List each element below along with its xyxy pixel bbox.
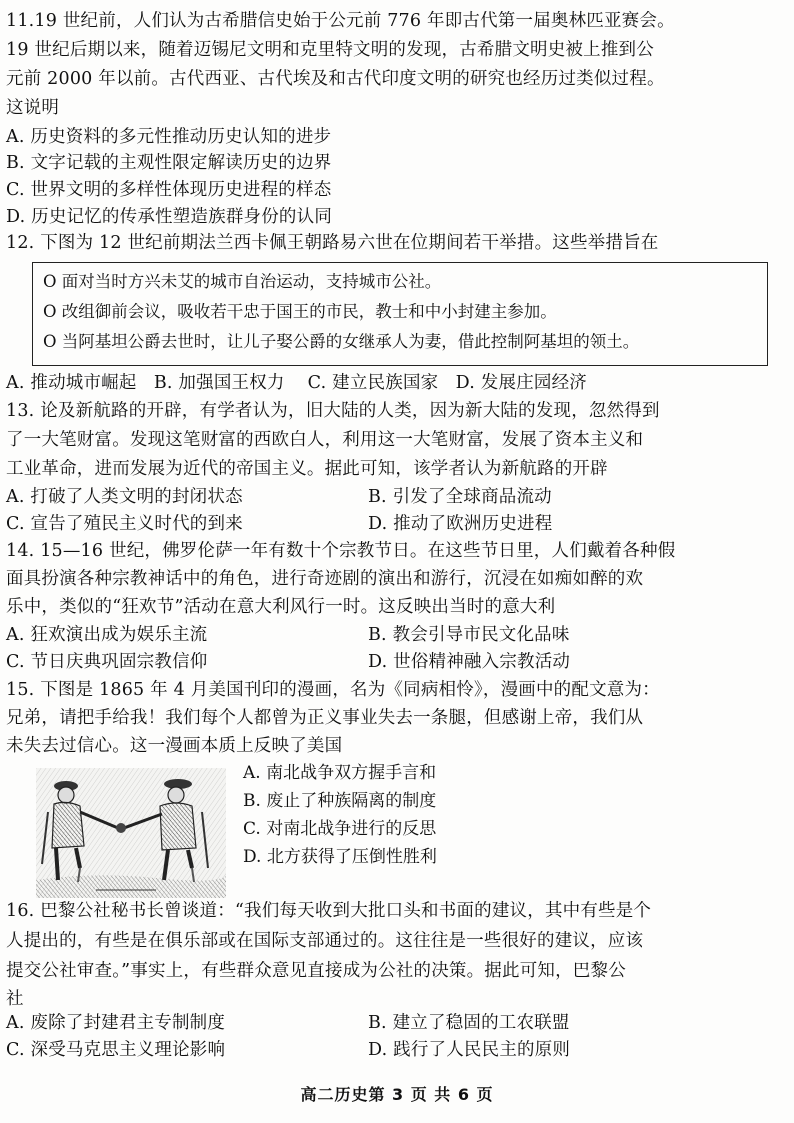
q16-stem-line-2: 人提出的，有些是在俱乐部或在国际支部通过的。这往往是一些很好的建议，应该 [6, 931, 644, 951]
q16-stem-line-1: 16. 巴黎公社秘书长曾谈道：“我们每天收到大批口头和书面的建议，其中有些是个 [6, 901, 652, 921]
q14-option-a: A. 狂欢演出成为娱乐主流 [6, 625, 208, 645]
q14-options-row-1 [6, 622, 786, 648]
q15-stem-line-3: 未失去过信心。这一漫画本质上反映了美国 [6, 736, 343, 756]
q13-options-row-1 [6, 484, 786, 510]
q12-measure-1: O 面对当时方兴未艾的城市自治运动，支持城市公社。 [43, 272, 442, 291]
q11-option-a: A. 历史资料的多元性推动历史认知的进步 [6, 127, 332, 147]
q16-option-d: D. 践行了人民民主的原则 [368, 1040, 571, 1060]
q15-option-d: D. 北方获得了压倒性胜利 [243, 847, 437, 867]
q15-stem-line-1: 15. 下图是 1865 年 4 月美国刊印的漫画，名为《同病相怜》，漫画中的配文意为： [6, 680, 660, 700]
q15-option-b: B. 废止了种族隔离的制度 [243, 791, 437, 811]
q13-option-b: B. 引发了全球商品流动 [368, 487, 552, 507]
q13-option-d: D. 推动了欧洲历史进程 [368, 514, 553, 534]
q13-option-a: A. 打破了人类文明的封闭状态 [6, 487, 243, 507]
q11-stem-line-2: 19 世纪后期以来，随着迈锡尼文明和克里特文明的发现，古希腊文明史被上推到公 [6, 40, 654, 60]
q16-stem-line-3: 提交公社审查。”事实上，有些群众意见直接成为公社的决策。据此可知，巴黎公 [6, 961, 626, 981]
q12-measure-3: O 当阿基坦公爵去世时，让儿子娶公爵的女继承人为妻，借此控制阿基坦的领土。 [43, 332, 640, 351]
q11-option-c: C. 世界文明的多样性体现历史进程的样态 [6, 180, 332, 200]
q11-option-d: D. 历史记忆的传承性塑造族群身份的认同 [6, 207, 333, 227]
q13-stem-line-1: 13. 论及新航路的开辟，有学者认为，旧大陆的人类，因为新大陆的发现，忽然得到 [6, 401, 660, 421]
q14-option-c: C. 节日庆典巩固宗教信仰 [6, 652, 208, 672]
q16-options-row-1 [6, 1010, 786, 1036]
q16-option-a: A. 废除了封建君主专制制度 [6, 1013, 226, 1033]
q12-measures-box [32, 262, 768, 366]
q13-option-c: C. 宣告了殖民主义时代的到来 [6, 514, 243, 534]
cartoon-illustration [36, 768, 226, 898]
q14-option-b: B. 教会引导市民文化品味 [368, 625, 570, 645]
q16-options-row-2 [6, 1037, 786, 1063]
q13-options-row-2 [6, 511, 786, 537]
q14-options-row-2 [6, 649, 786, 675]
q13-stem-line-2: 了一大笔财富。发现这笔财富的西欧白人，利用这一大笔财富，发展了资本主义和 [6, 430, 644, 450]
q12-options: A. 推动城市崛起 B. 加强国王权力 C. 建立民族国家 D. 发展庄园经济 [6, 373, 587, 393]
q11-stem-line-3: 元前 2000 年以前。古代西亚、古代埃及和古代印度文明的研究也经历过类似过程。 [6, 69, 665, 89]
q14-stem-line-1: 14. 15—16 世纪，佛罗伦萨一年有数十个宗教节日。在这些节日里，人们戴着各种假 [6, 541, 676, 561]
q16-stem-line-4: 社 [6, 989, 24, 1009]
q15-stem-line-2: 兄弟，请把手给我！我们每个人都曾为正义事业失去一条腿，但感谢上帝，我们从 [6, 708, 644, 728]
q12-measure-2: O 改组御前会议，吸收若干忠于国王的市民，教士和中小封建主参加。 [43, 302, 557, 321]
q11-stem-line-4: 这说明 [6, 98, 60, 118]
q13-stem-line-3: 工业革命，进而发展为近代的帝国主义。据此可知，该学者认为新航路的开辟 [6, 459, 608, 479]
q14-stem-line-3: 乐中，类似的“狂欢节”活动在意大利风行一时。这反映出当时的意大利 [6, 597, 556, 617]
q15-option-c: C. 对南北战争进行的反思 [243, 819, 437, 839]
q14-stem-line-2: 面具扮演各种宗教神话中的角色，进行奇迹剧的演出和游行，沉浸在如痴如醉的欢 [6, 569, 644, 589]
q16-option-c: C. 深受马克思主义理论影响 [6, 1040, 226, 1060]
q12-stem: 12. 下图为 12 世纪前期法兰西卡佩王朝路易六世在位期间若干举措。这些举措旨在 [6, 233, 659, 253]
q11-stem-line-1: 11.19 世纪前，人们认为古希腊信史始于公元前 776 年即古代第一届奥林匹亚赛会。 [6, 11, 675, 31]
q11-option-b: B. 文字记载的主观性限定解读历史的边界 [6, 153, 332, 173]
q15-option-a: A. 南北战争双方握手言和 [243, 763, 437, 783]
q16-option-b: B. 建立了稳固的工农联盟 [368, 1013, 570, 1033]
q14-option-d: D. 世俗精神融入宗教活动 [368, 652, 571, 672]
cartoon-two-veterans-handshake [36, 768, 226, 898]
page-footer: 高二历史第 3 页 共 6 页 [300, 1085, 494, 1104]
